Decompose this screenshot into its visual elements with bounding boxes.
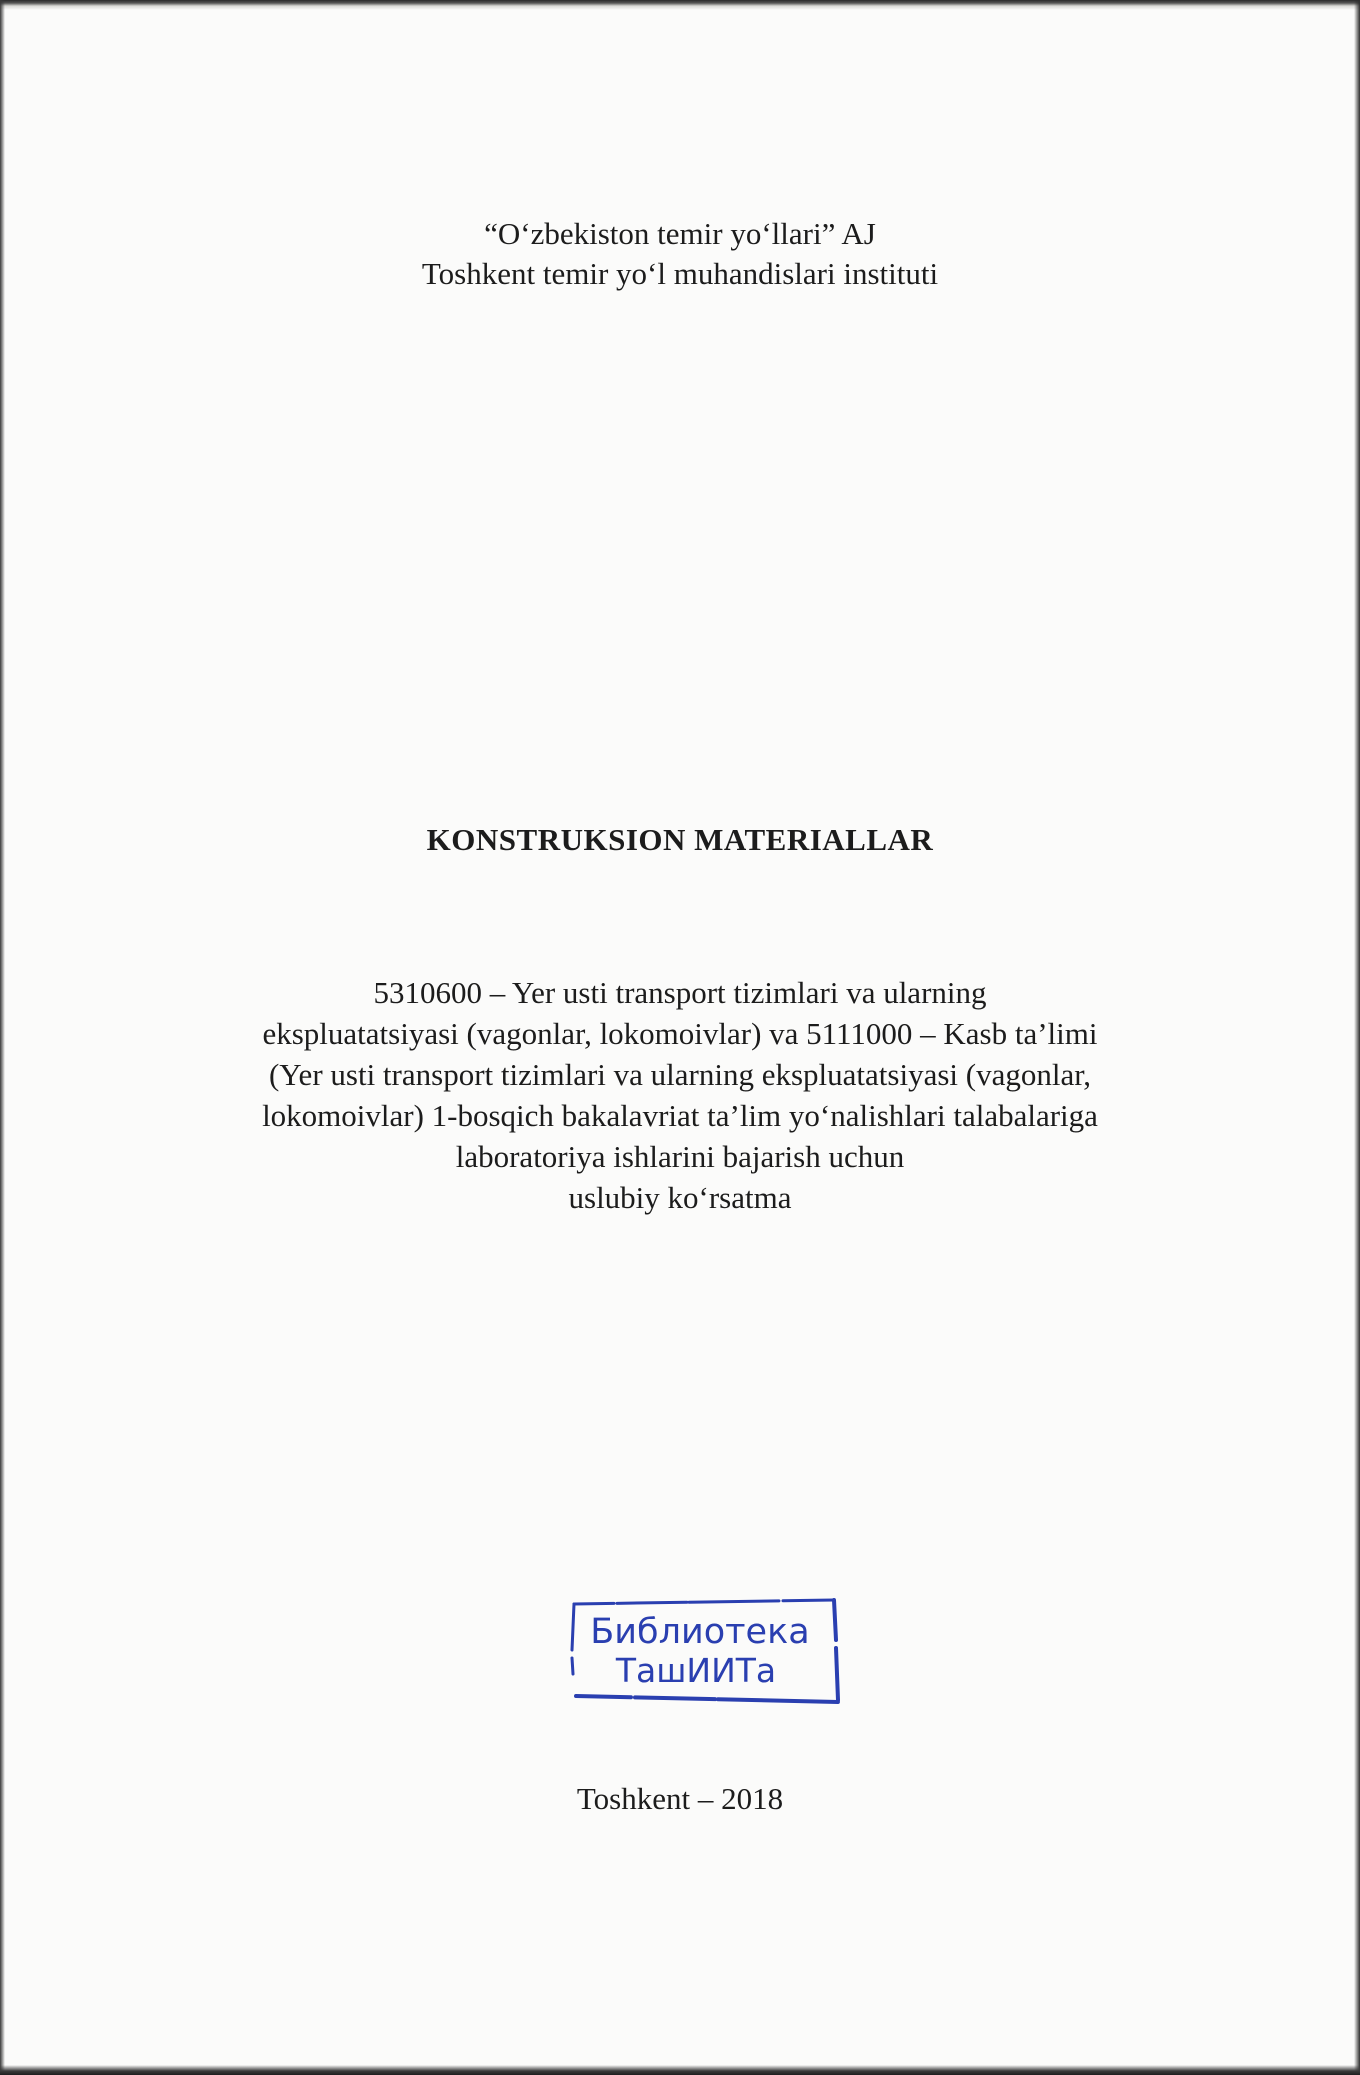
- description-line: 5310600 – Yer usti transport tizimlari va ularning: [373, 975, 987, 1010]
- description-line: uslubiy ko‘rsatma: [568, 1180, 792, 1215]
- description-line: laboratoriya ishlarini bajarish uchun: [455, 1139, 905, 1174]
- description-line: lokomoivlar) 1-bosqich bakalavriat ta’lim yo‘nalishlari talabalariga: [262, 1098, 1098, 1133]
- stamp-text-library: Библиотека: [590, 1612, 810, 1652]
- place-and-year: Toshkent – 2018: [576, 1781, 784, 1816]
- stamp-text-institute: ТашИИТа: [615, 1651, 777, 1690]
- stamp-graphic: [566, 1590, 841, 1708]
- description-line: ekspluatatsiyasi (vagonlar, lokomoivlar) va 5111000 – Kasb ta’limi: [262, 1016, 1098, 1051]
- organization-name: “O‘zbekiston temir yo‘llari” AJ: [484, 216, 876, 251]
- library-stamp: [566, 1590, 841, 1708]
- institution-header: [0, 214, 1360, 294]
- description-line: (Yer usti transport tizimlari va ularning ekspluatatsiyasi (vagonlar,: [268, 1057, 1092, 1092]
- document-title: KONSTRUKSION MATERIALLAR: [426, 822, 934, 857]
- institute-name: Toshkent temir yo‘l muhandislari instituti: [421, 256, 939, 291]
- scan-edge-bottom: [0, 2065, 1360, 2075]
- scan-edge-top: [0, 0, 1360, 10]
- document-description: [0, 972, 1360, 1218]
